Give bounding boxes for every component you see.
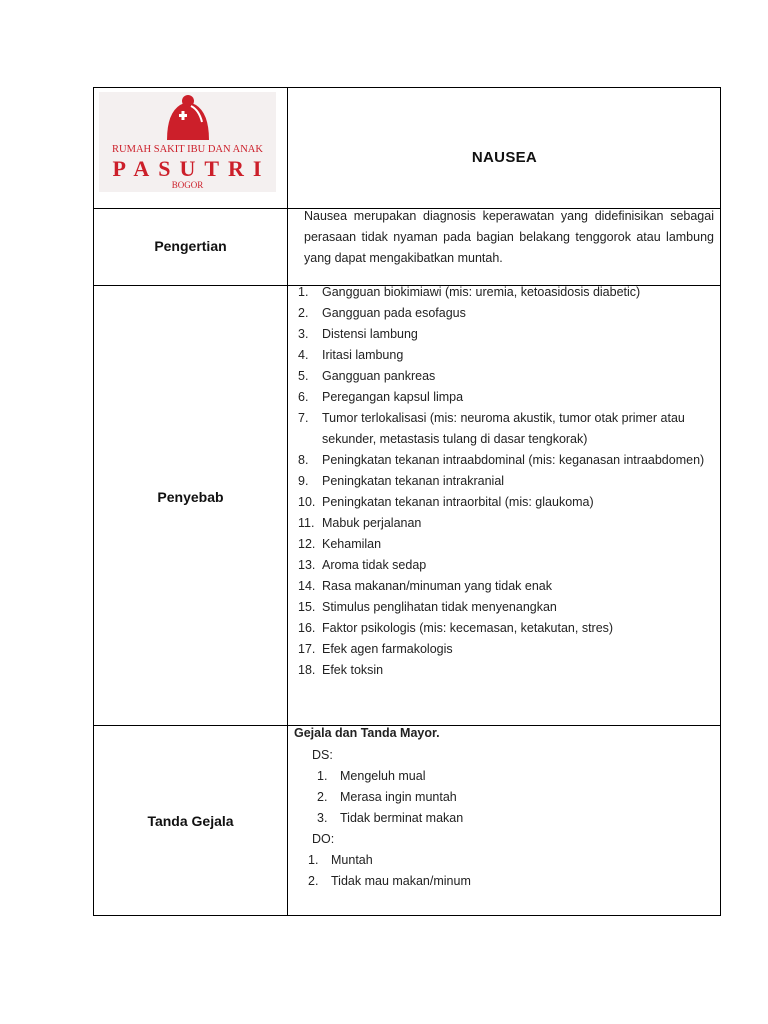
list-item-text: Mabuk perjalanan (322, 516, 422, 530)
list-item-text: Peregangan kapsul limpa (322, 390, 464, 404)
penyebab-label: Penyebab (157, 489, 224, 505)
list-item (317, 766, 463, 787)
list-item-number: 1. (317, 769, 328, 783)
list-item (298, 660, 716, 681)
list-item-number: 4. (298, 348, 309, 362)
penyebab-list (298, 282, 716, 681)
list-item-text: Gangguan biokimiawi (mis: uremia, ketoasidosis diabetic) (322, 285, 641, 299)
list-item-text: Tidak berminat makan (340, 811, 464, 825)
list-item-text: Iritasi lambung (322, 348, 404, 362)
list-item-number: 17. (298, 642, 316, 656)
list-item-number: 15. (298, 600, 316, 614)
list-item-number: 1. (298, 285, 309, 299)
list-item-text: Rasa makanan/minuman yang tidak enak (322, 579, 552, 593)
list-item-number: 6. (298, 390, 309, 404)
list-item-number: 8. (298, 453, 309, 467)
column-divider (287, 88, 288, 915)
list-item-text: Peningkatan tekanan intrakranial (322, 474, 505, 488)
list-item (298, 555, 716, 576)
list-item (298, 534, 716, 555)
list-item-text: Stimulus penglihatan tidak menyenangkan (322, 600, 557, 614)
list-item-number: 12. (298, 537, 316, 551)
list-item-number: 9. (298, 474, 309, 488)
logo-line2: PASUTRI (112, 156, 271, 181)
tanda-gejala-content (294, 726, 714, 888)
logo-line1: RUMAH SAKIT IBU DAN ANAK (112, 144, 263, 155)
ds-list (317, 766, 463, 829)
list-item-number: 13. (298, 558, 316, 572)
list-item (298, 492, 716, 513)
list-item-number: 10. (298, 495, 316, 509)
list-item (317, 808, 463, 829)
list-item-text: Faktor psikologis (mis: kecemasan, ketakutan, stres) (322, 621, 614, 635)
do-list (308, 850, 471, 892)
list-item-text: Merasa ingin muntah (340, 790, 457, 804)
list-item-number: 2. (317, 790, 328, 804)
list-item (298, 450, 716, 471)
list-item-text: Aroma tidak sedap (322, 558, 427, 572)
list-item (298, 597, 716, 618)
page-title: NAUSEA (471, 149, 538, 166)
list-item-number: 18. (298, 663, 316, 677)
list-item-text: Peningkatan tekanan intraabdominal (mis: keganasan intraabdomen) (322, 453, 705, 467)
list-item (308, 871, 471, 892)
tanda-gejala-label: Tanda Gejala (147, 813, 234, 829)
list-item (298, 618, 716, 639)
list-item (298, 324, 716, 345)
list-item (298, 387, 716, 408)
list-item-text: Muntah (331, 853, 373, 867)
list-item (298, 576, 716, 597)
list-item-number: 3. (298, 327, 309, 341)
list-item-number: 2. (298, 306, 309, 320)
list-item-number: 7. (298, 411, 309, 425)
list-item (298, 471, 716, 492)
list-item-text: Tumor terlokalisasi (mis: neuroma akustik, tumor otak primer atau sekunder, metastasis tulang di dasar tengkorak) (322, 411, 685, 446)
list-item (308, 850, 471, 871)
list-item-text: Distensi lambung (322, 327, 418, 341)
list-item (298, 408, 716, 450)
list-item-number: 14. (298, 579, 316, 593)
list-item (317, 787, 463, 808)
list-item-text: Efek toksin (322, 663, 384, 677)
list-item-text: Gangguan pada esofagus (322, 306, 466, 320)
list-item (298, 513, 716, 534)
list-item-text: Gangguan pankreas (322, 369, 436, 383)
list-item-text: Peningkatan tekanan intraorbital (mis: glaukoma) (322, 495, 594, 509)
nausea-table (93, 87, 721, 916)
pengertian-text: Nausea merupakan diagnosis keperawatan yang didefinisikan sebagai perasaan tidak nyaman pada bagian belakang tenggorok atau lambung yang dapat mengakibatkan muntah. (304, 209, 714, 265)
list-item-number: 16. (298, 621, 316, 635)
list-item (298, 345, 716, 366)
gejala-heading: Gejala dan Tanda Mayor. (294, 726, 440, 740)
hospital-logo (99, 92, 276, 192)
list-item-number: 2. (308, 874, 319, 888)
list-item-number: 1. (308, 853, 319, 867)
list-item-number: 5. (298, 369, 309, 383)
list-item (298, 366, 716, 387)
list-item-text: Kehamilan (322, 537, 382, 551)
do-label: DO: (312, 832, 335, 846)
list-item (298, 282, 716, 303)
list-item-number: 3. (317, 811, 328, 825)
logo-line3: BOGOR (171, 180, 204, 190)
list-item (298, 639, 716, 660)
pengertian-label: Pengertian (154, 238, 227, 254)
list-item-text: Efek agen farmakologis (322, 642, 453, 656)
list-item (298, 303, 716, 324)
list-item-text: Mengeluh mual (340, 769, 426, 783)
list-item-text: Tidak mau makan/minum (331, 874, 471, 888)
ds-label: DS: (312, 748, 333, 762)
list-item-number: 11. (298, 516, 315, 530)
